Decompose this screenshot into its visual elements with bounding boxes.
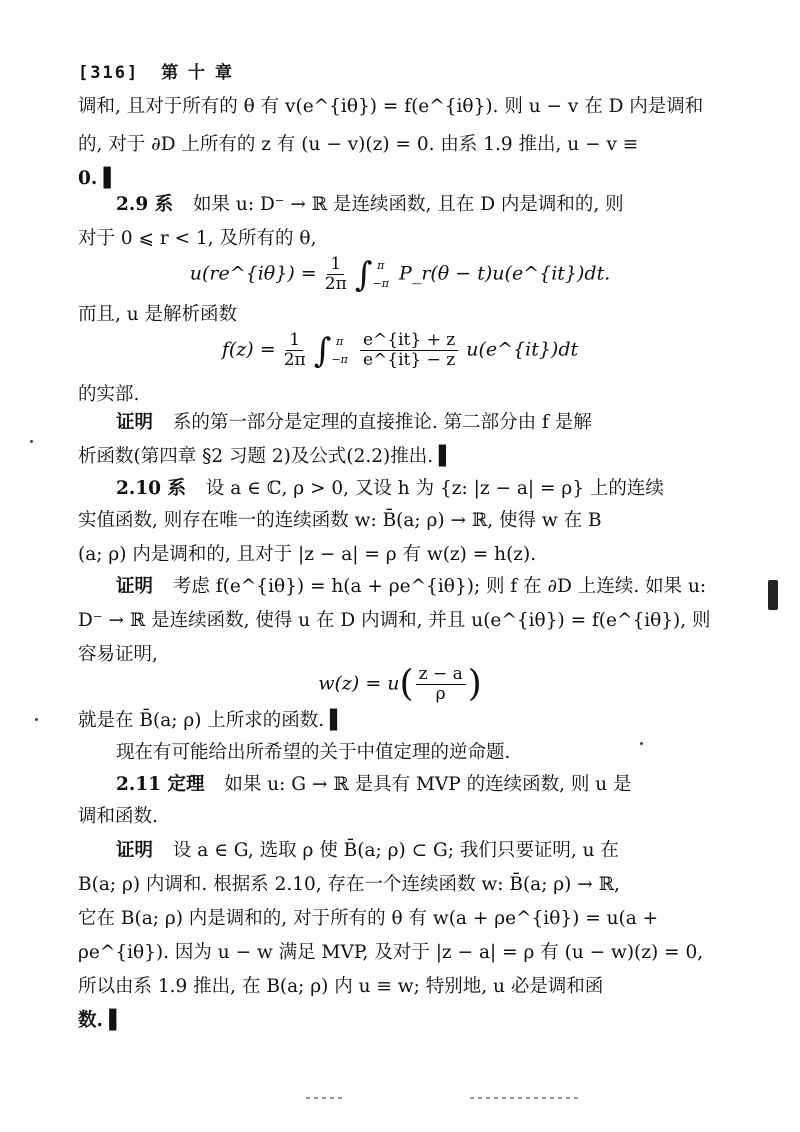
theorem-2-11 xyxy=(116,776,716,795)
eq-lhs: w(z) = u xyxy=(318,672,400,695)
denominator: 2π xyxy=(283,350,306,370)
equation-poisson xyxy=(0,256,800,293)
eq-kernel-fraction xyxy=(360,332,458,369)
proof-label: 证明 xyxy=(116,840,154,861)
equation-rescale xyxy=(0,663,800,705)
proof-text: 设 a ∈ G, 选取 ρ 使 B̄(a; ρ) ⊂ G; 我们只要证明, u 在 xyxy=(172,840,619,861)
scan-edge-mark xyxy=(768,580,778,610)
integral-sign: ∫ xyxy=(313,330,332,371)
integral-limits xyxy=(373,257,389,292)
lower-limit: −π xyxy=(331,352,348,366)
upper-limit: π xyxy=(377,258,385,272)
close-paren: ) xyxy=(467,663,482,705)
corollary-label: 2.10 系 xyxy=(116,478,186,499)
text-line: 现在有可能给出所希望的关于中值定理的逆命题. xyxy=(116,742,511,763)
proof-2-9 xyxy=(116,414,716,433)
page-number: [316] xyxy=(78,63,140,83)
text-line: 的实部. xyxy=(78,384,140,405)
lower-limit: −π xyxy=(372,276,389,290)
eq-integrand: P_r(θ − t)u(e^{it})dt. xyxy=(399,262,611,285)
open-paren: ( xyxy=(399,663,414,705)
scan-footer-noise xyxy=(470,1097,580,1099)
text-line: D⁻ → ℝ 是连续函数, 使得 u 在 D 内调和, 并且 u(e^{iθ}) = f(e^{iθ}), 则 xyxy=(78,610,711,631)
corollary-text: 如果 u: D⁻ → ℝ 是连续函数, 且在 D 内是调和的, 则 xyxy=(193,194,624,215)
scan-footer-noise xyxy=(306,1097,346,1099)
numerator: 1 xyxy=(327,256,344,275)
text-line: 它在 B(a; ρ) 内是调和的, 对于所有的 θ 有 w(a + ρe^{iθ}) = u(a + xyxy=(78,908,659,929)
text-line: (a; ρ) 内是调和的, 且对于 |z − a| = ρ 有 w(z) = h(z). xyxy=(78,544,537,565)
text-line: 数. ▌ xyxy=(78,1010,124,1031)
equation-analytic xyxy=(0,332,800,369)
text-line: 容易证明, xyxy=(78,644,158,665)
text-line: 对于 0 ⩽ r < 1, 及所有的 θ, xyxy=(78,228,317,249)
numerator: e^{it} + z xyxy=(360,332,458,351)
upper-limit: π xyxy=(336,334,344,348)
scan-speck xyxy=(640,742,643,745)
text-line: 0. ▌ xyxy=(78,168,118,189)
numerator: 1 xyxy=(286,332,303,351)
text-line: 调和函数. xyxy=(78,806,158,827)
proof-label: 证明 xyxy=(116,576,154,597)
denominator: ρ xyxy=(435,684,446,704)
page-header xyxy=(78,58,234,83)
text-line: 就是在 B̄(a; ρ) 上所求的函数. ▌ xyxy=(78,710,345,731)
chapter-title: 第 十 章 xyxy=(161,63,234,83)
eq-fraction xyxy=(416,666,466,703)
eq-fraction xyxy=(325,256,347,293)
proof-2-10 xyxy=(116,578,716,597)
integral-limits xyxy=(331,333,347,368)
eq-lhs: f(z) = xyxy=(221,338,276,361)
text-line: ρe^{iθ}). 因为 u − w 满足 MVP, 及对于 |z − a| = ρ 有 (u − w)(z) = 0, xyxy=(78,942,704,963)
denominator: 2π xyxy=(324,274,347,294)
text-line: 所以由系 1.9 推出, 在 B(a; ρ) 内 u ≡ w; 特别地, u 必是调和函 xyxy=(78,976,604,997)
scan-speck xyxy=(35,718,38,721)
eq-lhs: u(re^{iθ}) = xyxy=(189,262,317,285)
text-line: 实值函数, 则存在唯一的连续函数 w: B̄(a; ρ) → ℝ, 使得 w 在 B xyxy=(78,510,602,531)
text-line: 析函数(第四章 §2 习题 2)及公式(2.2)推出. ▌ xyxy=(78,446,454,467)
corollary-2-10 xyxy=(116,480,716,499)
scan-speck xyxy=(30,440,33,443)
theorem-text: 如果 u: G → ℝ 是具有 MVP 的连续函数, 则 u 是 xyxy=(224,774,632,795)
text-line: B(a; ρ) 内调和. 根据系 2.10, 存在一个连续函数 w: B̄(a; ρ) → ℝ, xyxy=(78,874,620,895)
proof-label: 证明 xyxy=(116,412,154,433)
theorem-label: 2.11 定理 xyxy=(116,774,205,795)
integral-sign: ∫ xyxy=(354,254,373,295)
numerator: z − a xyxy=(416,666,466,685)
eq-tail: u(e^{it})dt xyxy=(466,338,579,361)
corollary-2-9 xyxy=(116,196,716,215)
text-line: 调和, 且对于所有的 θ 有 v(e^{iθ}) = f(e^{iθ}). 则 u − v 在 D 内是调和 xyxy=(78,96,704,117)
eq-fraction xyxy=(284,332,306,369)
text-line: 的, 对于 ∂D 上所有的 z 有 (u − v)(z) = 0. 由系 1.9 推出, u − v ≡ xyxy=(78,134,639,155)
corollary-label: 2.9 系 xyxy=(116,194,174,215)
proof-2-11 xyxy=(116,842,716,861)
text-line: 而且, u 是解析函数 xyxy=(78,304,238,325)
proof-text: 考虑 f(e^{iθ}) = h(a + ρe^{iθ}); 则 f 在 ∂D 上连续. 如果 u: xyxy=(172,576,707,597)
corollary-text: 设 a ∈ ℂ, ρ > 0, 又设 h 为 {z: |z − a| = ρ} 上的连续 xyxy=(205,478,664,499)
proof-text: 系的第一部分是定理的直接推论. 第二部分由 f 是解 xyxy=(172,412,592,433)
denominator: e^{it} − z xyxy=(362,350,456,370)
